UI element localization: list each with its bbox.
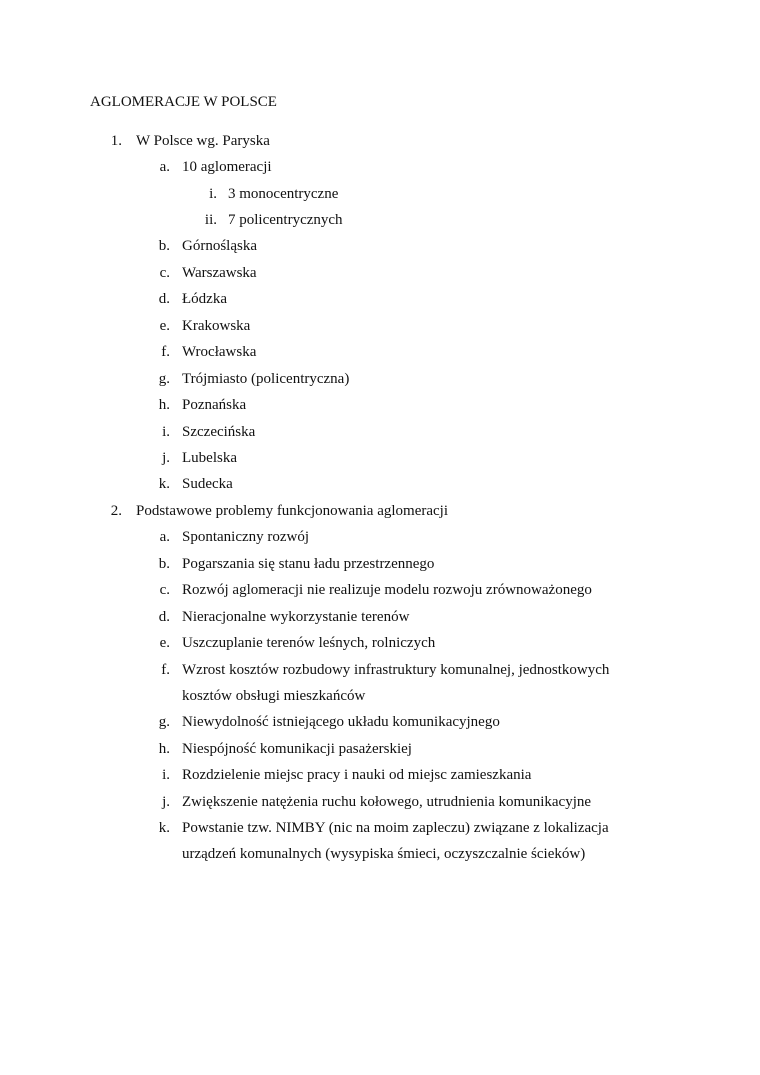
list-item-continuation: kosztów obsługi mieszkańców	[182, 688, 366, 704]
list-marker: 1.	[110, 133, 122, 149]
list-marker: i.	[209, 186, 217, 202]
document-title: AGLOMERACJE W POLSCE	[90, 94, 277, 110]
list-item-text: Szczecińska	[182, 424, 256, 440]
list-marker: g.	[158, 714, 170, 730]
list-marker: c.	[159, 582, 170, 598]
list-marker: f.	[161, 344, 170, 360]
list-marker: i.	[162, 424, 170, 440]
list-item-text: Górnośląska	[182, 238, 257, 254]
list-marker: j.	[162, 794, 170, 810]
list-marker: f.	[161, 662, 170, 678]
list-marker: b.	[158, 238, 170, 254]
list-item-continuation: urządzeń komunalnych (wysypiska śmieci, oczyszczalnie ścieków)	[182, 846, 586, 862]
list-marker: d.	[158, 609, 170, 625]
list-item-text: Wrocławska	[182, 344, 257, 360]
list-marker: i.	[162, 767, 170, 783]
list-marker: k.	[158, 476, 170, 492]
list-item-text: Podstawowe problemy funkcjonowania aglomeracji	[136, 503, 448, 519]
list-marker: d.	[158, 291, 170, 307]
list-marker: h.	[158, 397, 170, 413]
list-item-text: Zwiększenie natężenia ruchu kołowego, utrudnienia komunikacyjne	[182, 794, 592, 810]
list-marker: ii.	[204, 212, 217, 228]
list-item-text: Uszczuplanie terenów leśnych, rolniczych	[182, 635, 436, 651]
list-item-text: Niewydolność istniejącego układu komunikacyjnego	[182, 714, 500, 730]
list-item-text: Poznańska	[182, 397, 247, 413]
list-item-text: Spontaniczny rozwój	[182, 529, 310, 545]
list-marker: 2.	[110, 503, 122, 519]
list-item-text: Rozwój aglomeracji nie realizuje modelu rozwoju zrównoważonego	[182, 582, 592, 598]
list-item-text: Niespójność komunikacji pasażerskiej	[182, 741, 412, 757]
list-item-text: Nieracjonalne wykorzystanie terenów	[182, 609, 410, 625]
list-item-text: Rozdzielenie miejsc pracy i nauki od miejsc zamieszkania	[182, 767, 532, 783]
list-marker: h.	[158, 741, 170, 757]
list-item-text: Warszawska	[182, 265, 257, 281]
list-marker: c.	[159, 265, 170, 281]
list-marker: b.	[158, 556, 170, 572]
list-item-text: Krakowska	[182, 318, 251, 334]
list-item-text: 3 monocentryczne	[228, 186, 339, 202]
list-item-text: Sudecka	[182, 476, 233, 492]
list-marker: g.	[158, 371, 170, 387]
list-marker: a.	[159, 529, 170, 545]
list-item-text: Łódzka	[182, 291, 227, 307]
list-marker: e.	[159, 318, 170, 334]
list-item-text: 7 policentrycznych	[228, 212, 343, 228]
list-item-text: 10 aglomeracji	[182, 159, 272, 175]
list-item-text: Lubelska	[182, 450, 237, 466]
list-item-text: Trójmiasto (policentryczna)	[182, 371, 350, 387]
list-item-text: Pogarszania się stanu ładu przestrzennego	[182, 556, 435, 572]
list-item-text: Wzrost kosztów rozbudowy infrastruktury komunalnej, jednostkowych	[182, 662, 610, 678]
list-marker: e.	[159, 635, 170, 651]
list-marker: j.	[162, 450, 170, 466]
list-item-text: W Polsce wg. Paryska	[136, 133, 270, 149]
list-item-text: Powstanie tzw. NIMBY (nic na moim zapleczu) związane z lokalizacja	[182, 820, 609, 836]
list-marker: a.	[159, 159, 170, 175]
list-marker: k.	[158, 820, 170, 836]
